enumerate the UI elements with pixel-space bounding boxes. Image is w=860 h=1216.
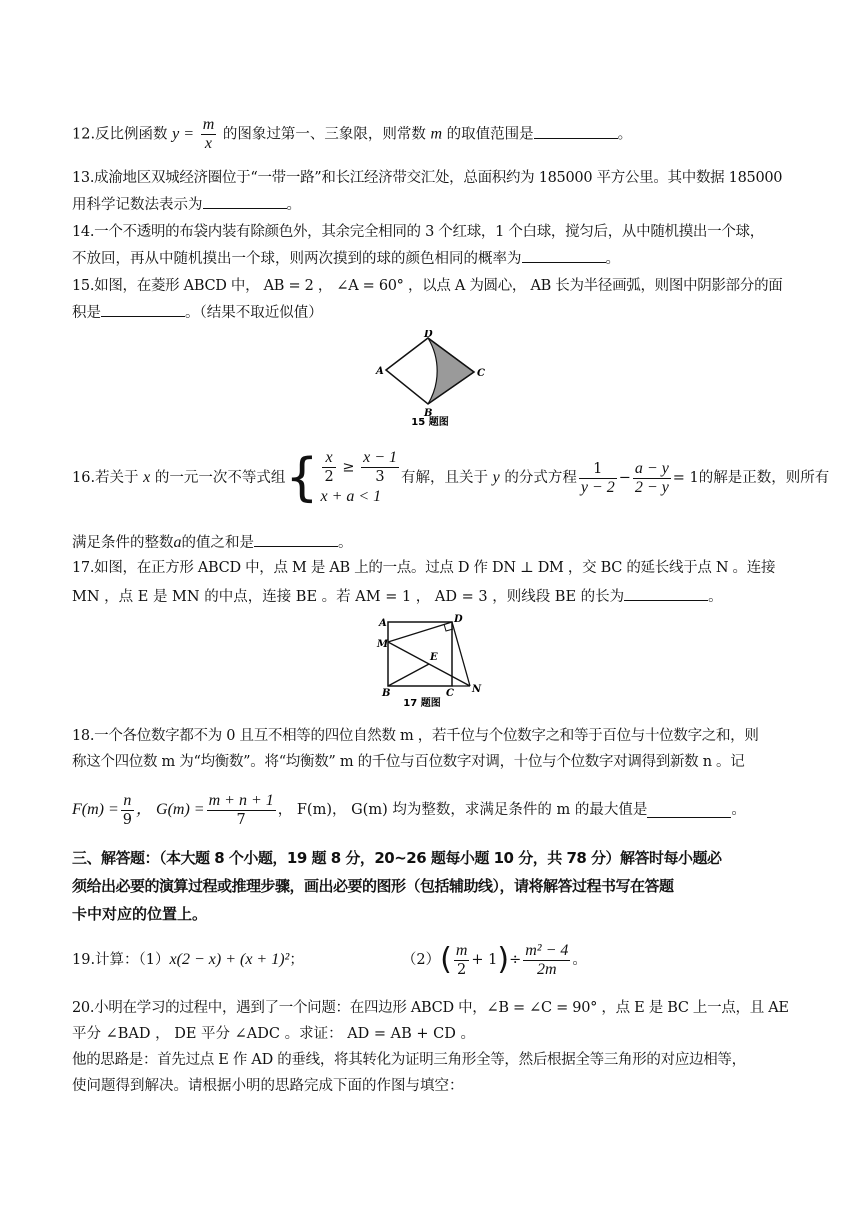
q16-eq-fraction-2: $\frac{a - y}{2 - y}$ — [634, 459, 669, 496]
question-17-line1: 17.如图，在正方形 ABCD 中，点 M 是 AB 上的一点。过点 D 作 DN ⊥ DM ，交 BC 的延长线于点 N 。连接 — [72, 560, 776, 576]
q14-answer-blank — [522, 248, 606, 263]
section-3-heading-line3: 卡中对应的位置上。 — [72, 905, 208, 923]
figure-15-caption: 15 题图 — [411, 417, 449, 426]
question-14-line1: 14.一个不透明的布袋内装有除颜色外，其余完全相同的 3 个红球，1 个白球，搅匀后，从中随机摸出一个球， — [72, 224, 764, 240]
question-16: 16.若关于 x 的一元一次不等式组 { $\frac{x}{2}$ ≥ $\frac{x - 1}{3}$ x + a < 1 有解，且关于 y 的分式方程 $\frac{1}{y - 2}$ − $\frac{a - y}{2 - y}$ = 1 的解是正数，则所有 — [72, 448, 830, 508]
question-14-line2: 不放回，再从中随机摸出一个球，则两次摸到的球的颜色相同的概率为 。 — [72, 248, 620, 269]
figure-15-label-a: A — [376, 366, 384, 377]
figure-15 — [370, 330, 490, 426]
figure-17-label-b: B — [382, 688, 391, 699]
question-17-line2: MN ，点 E 是 MN 的中点，连接 BE 。若 AM = 1 ， AD = 3 ，则线段 BE 的长为 。 — [72, 586, 723, 607]
q12-mid: 的图象过第一、三象限，则常数 — [222, 126, 426, 143]
q18-answer-blank — [647, 803, 731, 818]
q19-part2-fraction-a: $\frac{m}{2}$ — [455, 941, 468, 978]
q16-answer-blank — [254, 532, 338, 547]
q19-part2-fraction-b: $\frac{\text{m² − 4}}{2m}$ — [525, 941, 569, 978]
q17-answer-blank — [624, 586, 708, 601]
q12-answer-blank — [534, 124, 618, 139]
q16-eq-fraction-1: $\frac{1}{y - 2}$ — [580, 460, 615, 496]
figure-17-label-a: A — [379, 618, 387, 629]
figure-15-label-b: B — [424, 408, 433, 419]
question-20-line3: 他的思路是：首先过点 E 作 AD 的垂线，将其转化为证明三角形全等，然后根据全等三角形的对应边相等， — [72, 1052, 746, 1068]
figure-15-shaded-region — [428, 338, 474, 404]
q12-suffix: 的取值范围是 — [446, 126, 534, 143]
question-20-line1: 20.小明在学习的过程中，遇到了一个问题：在四边形 ABCD 中，∠B = ∠C = 90° ，点 E 是 BC 上一点，且 AE — [72, 1000, 789, 1016]
q12-var: m — [430, 125, 443, 143]
question-19: 19.计算：（1） x(2 − x) + (x + 1)² ； （2） ( $\frac{m}{2}$ + 1 ) ÷ $\frac{\text{m² − 4}}{2m}$ 。 — [72, 941, 587, 978]
q16-system-brace: { — [285, 448, 319, 508]
q12-fraction: $\frac{m}{x}$ — [202, 116, 215, 152]
q12-func-lhs: y = — [172, 125, 195, 143]
question-12: 12.反比例函数 y = $\frac{m}{x}$ 的图象过第一、三象限，则常数 m 的取值范围是 。 — [72, 116, 633, 152]
question-16-line2: 满足条件的整数a的值之和是 。 — [72, 534, 353, 551]
figure-15-label-c: C — [477, 368, 485, 379]
figure-17-label-m: M — [377, 639, 389, 650]
question-18-line2: 称这个四位数 m 为“均衡数”。将“均衡数” m 的千位与百位数字对调，十位与个位数字对调得到新数 n 。记 — [72, 754, 745, 770]
q13-answer-blank — [203, 194, 287, 209]
question-13-line1: 13.成渝地区双城经济圈位于“一带一路”和长江经济带交汇处，总面积约为 185000 平方公里。其中数据 185000 — [72, 170, 783, 186]
question-18-line3: F(m) = $\frac{n}{9}$ ， G(m) = $\frac{m + n + 1}{7}$ ， F(m)， G(m) 均为整数，求满足条件的 m 的最大值是 。 — [72, 791, 746, 828]
q18-g-fraction: $\frac{m + n + 1}{7}$ — [208, 791, 274, 828]
q18-f-fraction: $\frac{n}{9}$ — [122, 791, 133, 828]
question-15-line2: 积是 。（结果不取近似值） — [72, 302, 323, 323]
q16-inequality-system: $\frac{x}{2}$ ≥ $\frac{x - 1}{3}$ x + a < 1 — [320, 448, 397, 505]
figure-17-caption: 17 题图 — [403, 698, 441, 709]
figure-15-label-d: D — [424, 330, 433, 340]
figure-17-label-c: C — [446, 688, 454, 699]
q15-answer-blank — [101, 302, 185, 317]
question-20-line2: 平分 ∠BAD ， DE 平分 ∠ADC 。求证： AD = AB + CD 。 — [72, 1026, 476, 1042]
question-15-line1: 15.如图，在菱形 ABCD 中， AB = 2 ， ∠A = 60° ，以点 A 为圆心， AB 长为半径画弧，则图中阴影部分的面 — [72, 278, 783, 294]
q19-part1-expression: x(2 − x) + (x + 1)² — [169, 951, 290, 968]
question-13-line2: 用科学记数法表示为 。 — [72, 194, 301, 215]
figure-17 — [376, 614, 488, 710]
question-18-line1: 18.一个各位数字都不为 0 且互不相等的四位自然数 m ，若千位与个位数字之和等于百位与十位数字之和，则 — [72, 728, 759, 744]
figure-17-label-n: N — [472, 684, 482, 695]
q12-prefix: 12.反比例函数 — [72, 126, 168, 143]
section-3-heading-line1: 三、解答题：（本大题 8 个小题，19 题 8 分，20~26 题每小题 10 分，共 78 分）解答时每小题必 — [72, 849, 722, 867]
figure-17-label-d: D — [454, 614, 463, 625]
figure-17-label-e: E — [430, 652, 438, 663]
question-20-line4: 使问题得到解决。请根据小明的思路完成下面的作图与填空： — [72, 1078, 464, 1094]
section-3-heading-line2: 须给出必要的演算过程或推理步骤，画出必要的图形（包括辅助线），请将解答过程书写在答题 — [72, 877, 674, 895]
